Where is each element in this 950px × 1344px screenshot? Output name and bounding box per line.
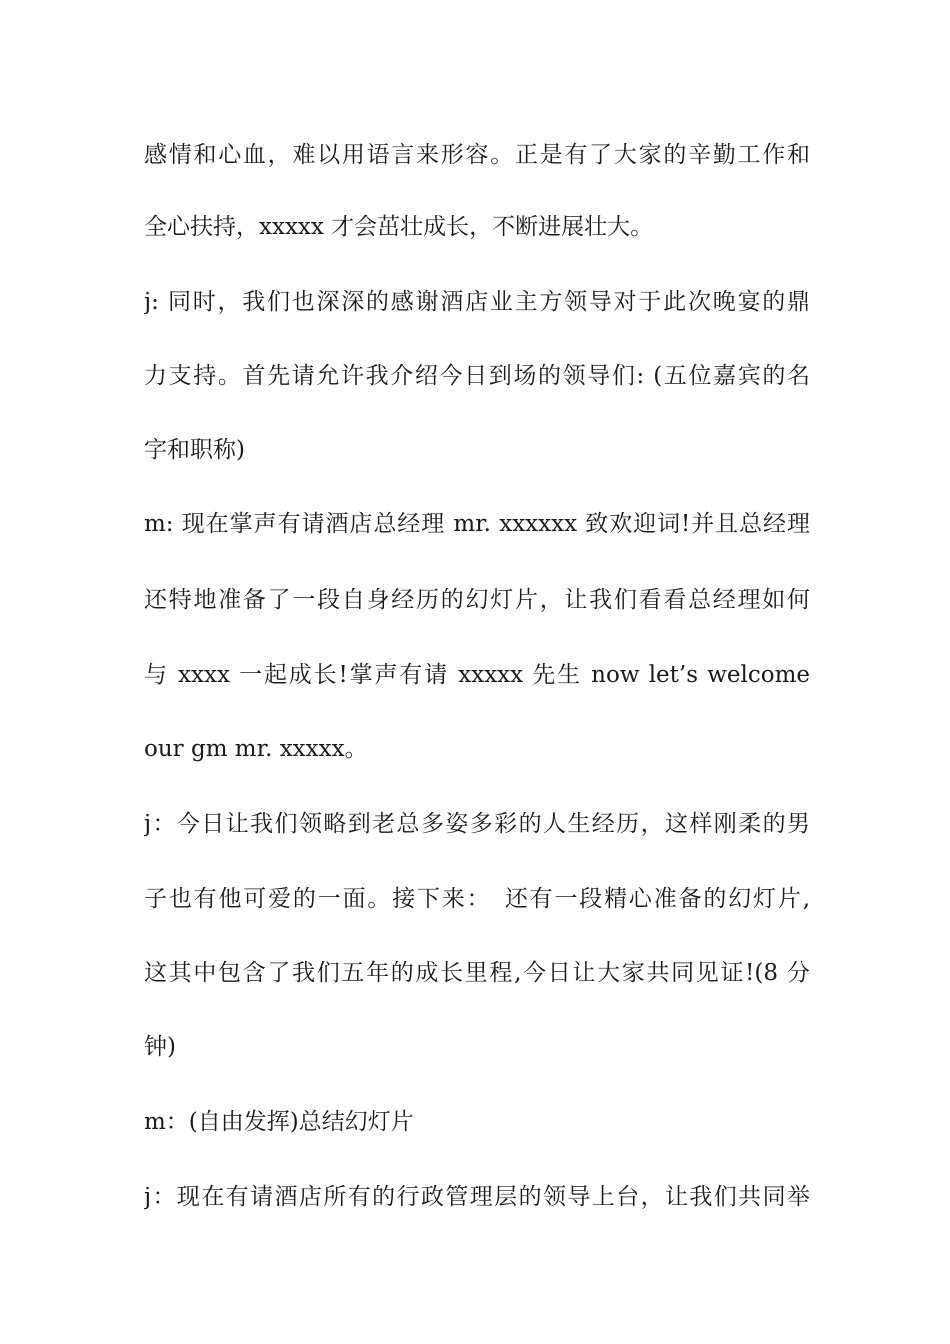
body-text-line: m: 现在掌声有请酒店总经理 mr. xxxxxx 致欢迎词!并且总经理: [144, 511, 810, 537]
body-text-line: 子也有他可爱的一面。接下来： 还有一段精心准备的幻灯片,: [144, 886, 810, 912]
body-text-line: 字和职称): [144, 437, 245, 463]
body-text-line: our gm mr. xxxxx。: [144, 736, 368, 762]
body-text-line: m：(自由发挥)总结幻灯片: [144, 1109, 414, 1135]
body-text-line: 钟): [144, 1034, 176, 1060]
body-text-line: 这其中包含了我们五年的成长里程,今日让大家共同见证!(8 分: [144, 960, 810, 986]
body-text-line: 与 xxxx 一起成长!掌声有请 xxxxx 先生 now let’s welcome: [144, 662, 810, 688]
body-text-line: j: 同时，我们也深深的感谢酒店业主方领导对于此次晚宴的鼎: [144, 289, 810, 315]
body-text-line: j：今日让我们领略到老总多姿多彩的人生经历，这样刚柔的男: [144, 811, 810, 837]
body-text-line: 感情和心血，难以用语言来形容。正是有了大家的辛勤工作和: [144, 142, 810, 168]
body-text-line: 还特地准备了一段自身经历的幻灯片，让我们看看总经理如何: [144, 587, 810, 613]
body-text-line: j：现在有请酒店所有的行政管理层的领导上台，让我们共同举: [144, 1184, 810, 1210]
body-text-line: 全心扶持，xxxxx 才会茁壮成长，不断进展壮大。: [144, 214, 654, 240]
body-text-line: 力支持。首先请允许我介绍今日到场的领导们: (五位嘉宾的名: [144, 363, 810, 389]
